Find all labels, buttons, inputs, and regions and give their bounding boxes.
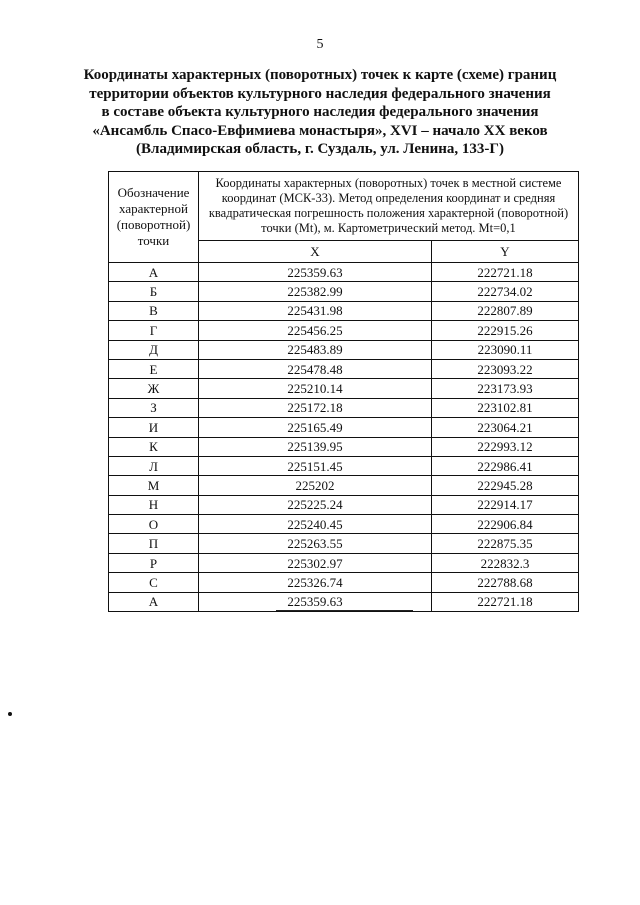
x-cell: 225359.63: [199, 592, 432, 611]
point-cell: Б: [109, 282, 199, 301]
x-cell: 225478.48: [199, 359, 432, 378]
table-row: [109, 321, 579, 340]
title-line: «Ансамбль Спасо-Евфимиева монастыря», XVI – начало XX веков: [92, 122, 548, 139]
table-row: [109, 359, 579, 378]
point-cell: А: [109, 263, 199, 282]
x-cell: 225225.24: [199, 495, 432, 514]
point-cell: Ж: [109, 379, 199, 398]
header-coordinates-description: Координаты характерных (поворотных) точек в местной системе координат (МСК-33). Метод определения координат и средняя квадратическая погрешность положения характерной (поворотной) точки (Mt), м. Картометрический метод. Mt=0,1: [199, 172, 579, 241]
x-cell: 225431.98: [199, 301, 432, 320]
y-cell: 222986.41: [432, 456, 579, 475]
point-cell: М: [109, 476, 199, 495]
point-cell: С: [109, 573, 199, 592]
y-cell: 223090.11: [432, 340, 579, 359]
x-cell: 225263.55: [199, 534, 432, 553]
x-cell: 225326.74: [199, 573, 432, 592]
header-x: X: [199, 241, 432, 263]
point-cell: А: [109, 592, 199, 611]
x-cell: 225202: [199, 476, 432, 495]
table-row: [109, 418, 579, 437]
y-cell: 222875.35: [432, 534, 579, 553]
margin-mark: [8, 712, 12, 716]
point-cell: П: [109, 534, 199, 553]
x-cell: 225359.63: [199, 263, 432, 282]
point-cell: З: [109, 398, 199, 417]
table-row: [109, 340, 579, 359]
table-row: [109, 495, 579, 514]
table-row: [109, 553, 579, 572]
page-number: 5: [316, 37, 324, 52]
table-row: [109, 379, 579, 398]
coordinates-table: [108, 171, 579, 612]
x-cell: 225172.18: [199, 398, 432, 417]
x-cell: 225456.25: [199, 321, 432, 340]
y-cell: 222734.02: [432, 282, 579, 301]
header-y: Y: [432, 241, 579, 263]
table-row: [109, 592, 579, 611]
y-cell: 222914.17: [432, 495, 579, 514]
point-cell: О: [109, 515, 199, 534]
y-cell: 222993.12: [432, 437, 579, 456]
title-line: территории объектов культурного наследия федерального значения: [89, 85, 551, 102]
y-cell: 223102.81: [432, 398, 579, 417]
y-cell: 222906.84: [432, 515, 579, 534]
point-cell: Л: [109, 456, 199, 475]
y-cell: 222807.89: [432, 301, 579, 320]
x-cell: 225151.45: [199, 456, 432, 475]
y-cell: 223093.22: [432, 359, 579, 378]
x-cell: 225210.14: [199, 379, 432, 398]
footer-divider: [276, 610, 413, 611]
document-title: [80, 66, 560, 159]
y-cell: 222945.28: [432, 476, 579, 495]
table-row: [109, 301, 579, 320]
table-row: [109, 398, 579, 417]
x-cell: 225382.99: [199, 282, 432, 301]
point-cell: Е: [109, 359, 199, 378]
x-cell: 225483.89: [199, 340, 432, 359]
title-line: в составе объекта культурного наследия федерального значения: [101, 104, 539, 120]
y-cell: 223173.93: [432, 379, 579, 398]
point-cell: К: [109, 437, 199, 456]
y-cell: 222721.18: [432, 592, 579, 611]
table-row: [109, 263, 579, 282]
table-row: [109, 534, 579, 553]
y-cell: 222832.3: [432, 553, 579, 572]
y-cell: 223064.21: [432, 418, 579, 437]
point-cell: Г: [109, 321, 199, 340]
x-cell: 225165.49: [199, 418, 432, 437]
table-row: [109, 476, 579, 495]
title-line: Координаты характерных (поворотных) точек к карте (схеме) границ: [83, 67, 557, 83]
x-cell: 225240.45: [199, 515, 432, 534]
point-cell: И: [109, 418, 199, 437]
point-cell: Р: [109, 553, 199, 572]
table-row: [109, 573, 579, 592]
point-cell: В: [109, 301, 199, 320]
table-row: [109, 282, 579, 301]
point-cell: Н: [109, 495, 199, 514]
table-row: [109, 437, 579, 456]
x-cell: 225302.97: [199, 553, 432, 572]
table-row: [109, 515, 579, 534]
x-cell: 225139.95: [199, 437, 432, 456]
y-cell: 222788.68: [432, 573, 579, 592]
title-line: (Владимирская область, г. Суздаль, ул. Ленина, 133-Г): [136, 141, 504, 157]
y-cell: 222721.18: [432, 263, 579, 282]
y-cell: 222915.26: [432, 321, 579, 340]
table-row: [109, 456, 579, 475]
header-point-label: Обозначение характерной (поворотной) точки: [109, 172, 199, 263]
point-cell: Д: [109, 340, 199, 359]
